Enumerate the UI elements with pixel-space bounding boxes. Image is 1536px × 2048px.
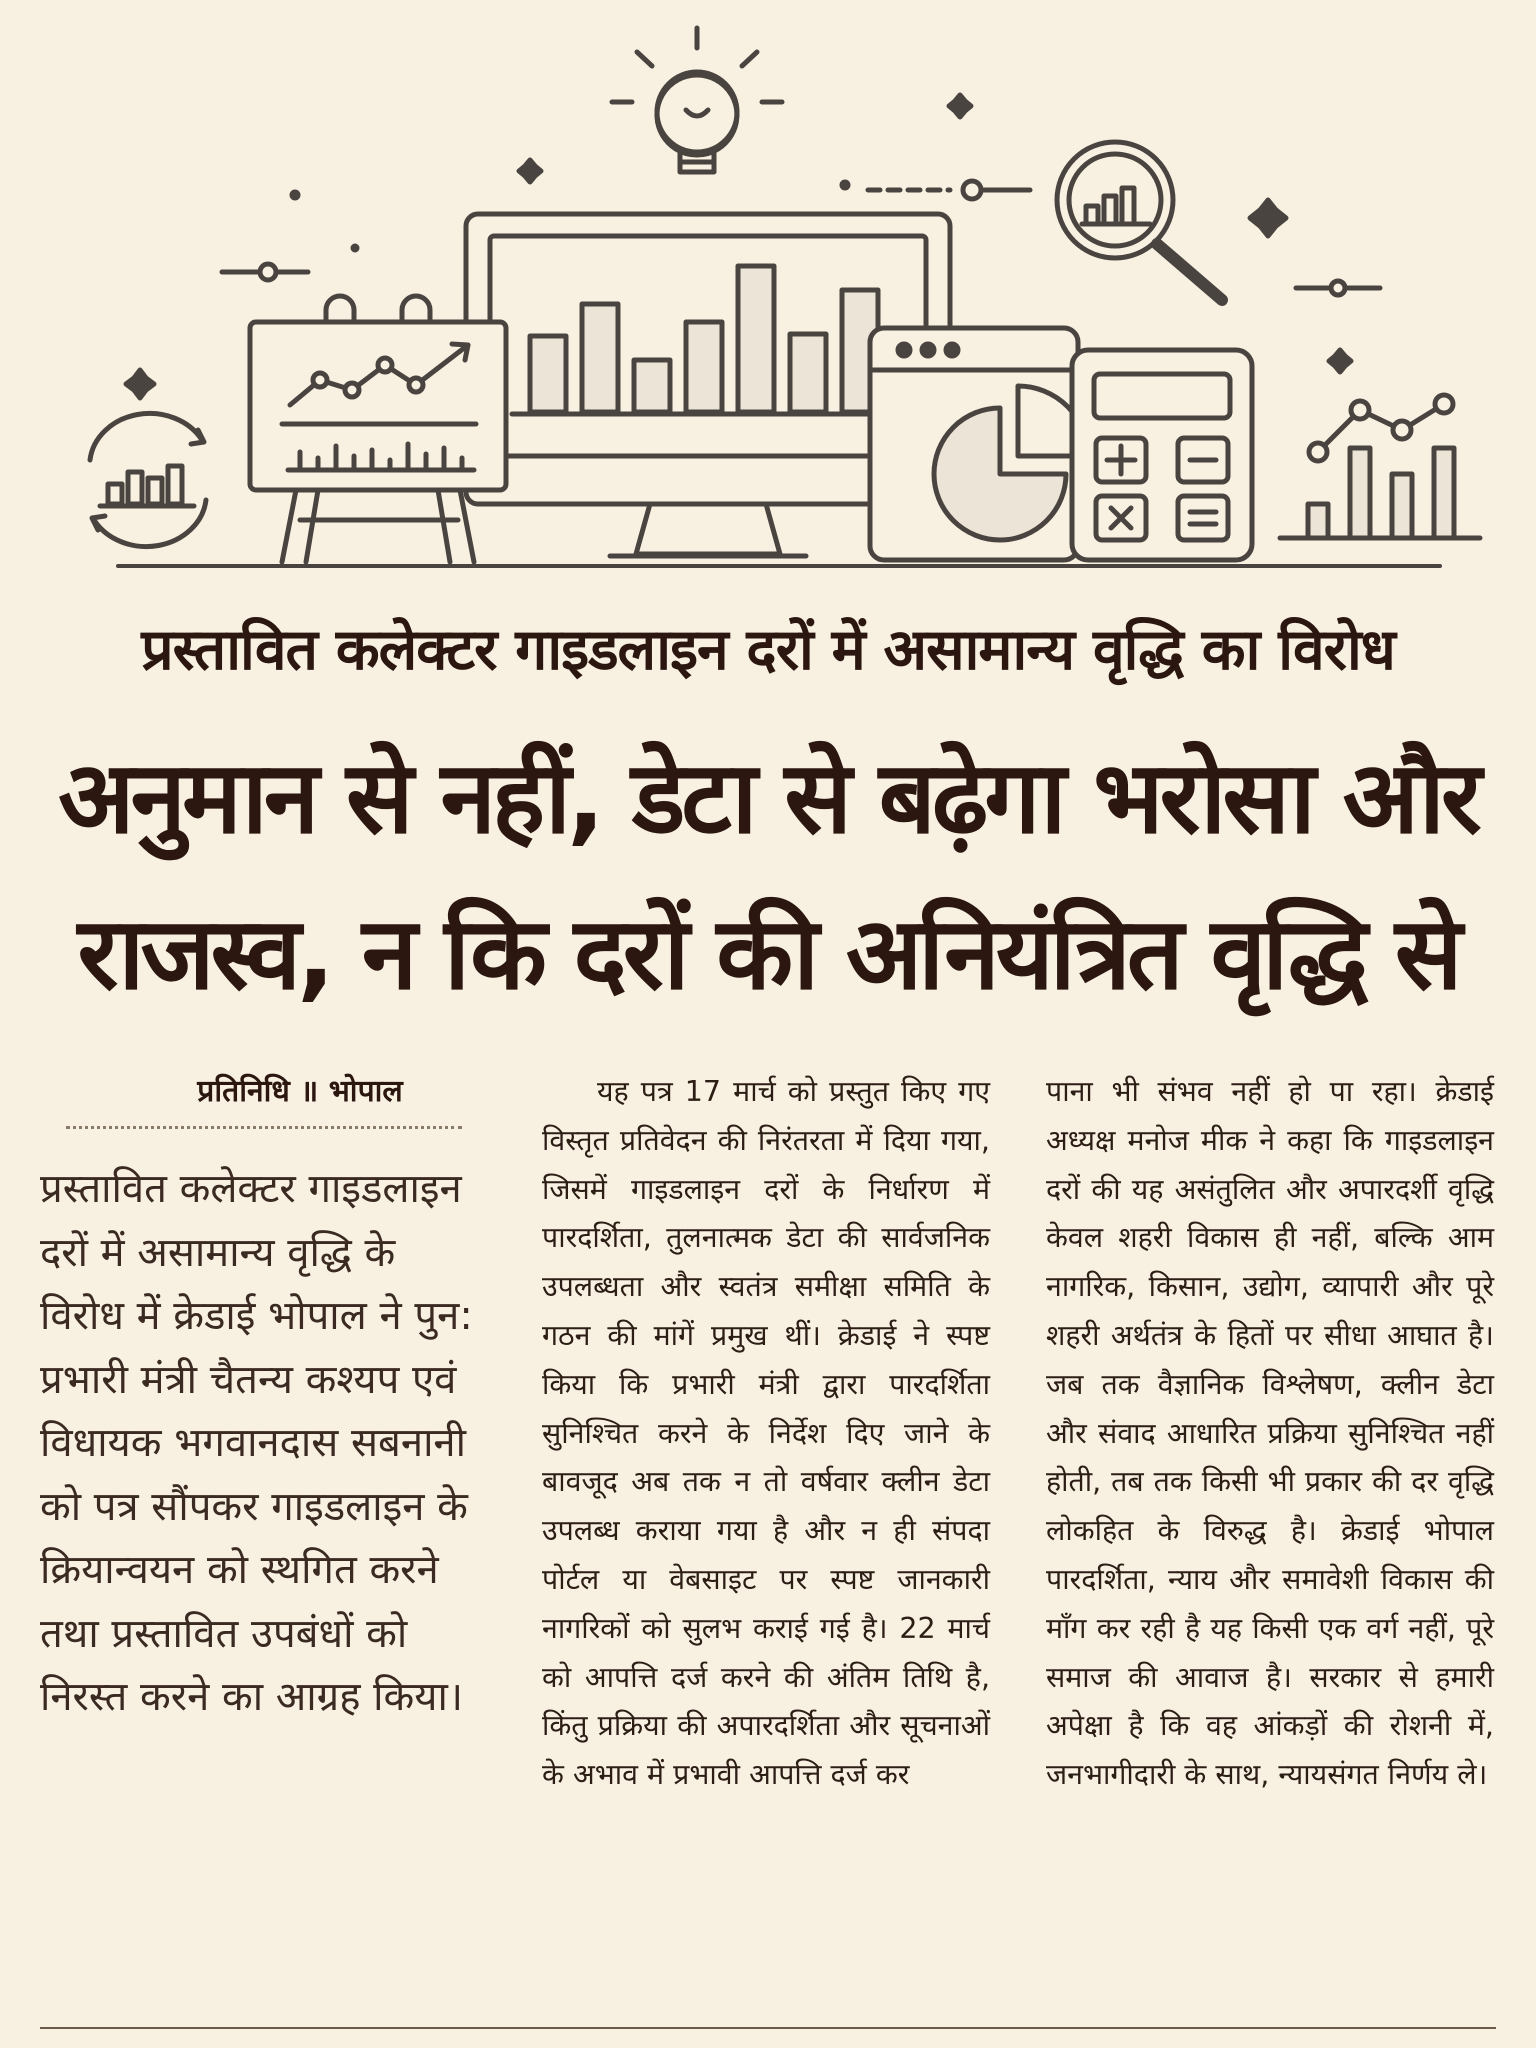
data-analytics-illustration	[0, 0, 1536, 590]
article-kicker: प्रस्तावित कलेक्टर गाइडलाइन दरों में असामान्य वृद्धि का विरोध	[141, 617, 1395, 683]
page-bottom-divider	[40, 2027, 1496, 2029]
browser-pie-chart-icon	[870, 328, 1088, 560]
headline-line-1: अनुमान से नहीं, डेटा से बढ़ेगा भरोसा और	[58, 739, 1478, 856]
byline-divider	[66, 1126, 462, 1129]
headline-line-2: राजस्व, न कि दरों की अनियंत्रित वृद्धि से	[77, 895, 1459, 1012]
easel-line-chart-icon	[250, 296, 506, 562]
byline: प्रतिनिधि ॥ भोपाल	[197, 1074, 403, 1109]
article-summary: प्रस्तावित कलेक्टर गाइडलाइन दरों में असामान्य वृद्धि के विरोध में क्रेडाई भोपाल ने पुन: प्रभारी मंत्री चैतन्य कश्यप एवं विधायक भगवानदास सबनानी को पत्र सौंपकर गाइडलाइन के क्रियान्वयन को स्थगित करने तथा प्रस्तावित उपबंधों को निरस्त करने का आग्रह किया।	[40, 1166, 473, 1720]
article-headline	[20, 720, 1516, 1032]
lightbulb-icon	[612, 28, 782, 172]
calculator-icon	[1072, 350, 1252, 560]
article-column-middle: यह पत्र 17 मार्च को प्रस्तुत किए गए विस्तृत प्रतिवेदन की निरंतरता में दिया गया, जिसमें गाइडलाइन दरों के निर्धारण में पारदर्शिता, तुलनात्मक डेटा की सार्वजनिक उपलब्धता और स्वतंत्र समीक्षा समिति के गठन की मांगें प्रमुख थीं। क्रेडाई ने स्पष्ट किया कि प्रभारी मंत्री द्वारा पारदर्शिता सुनिश्चित करने के निर्देश दिए जाने के बावजूद अब तक न तो वर्षवार क्लीन डेटा उपलब्ध कराया गया है और न ही संपदा पोर्टल या वेबसाइट पर स्पष्ट जानकारी नागरिकों को सुलभ कराई गई है। 22 मार्च को आपत्ति दर्ज करने की अंतिम तिथि है, किंतु प्रक्रिया की अपारदर्शिता और सूचनाओं के अभाव में प्रभावी आपत्ति दर्ज कर	[542, 1075, 990, 1792]
article-column-right: पाना भी संभव नहीं हो पा रहा। क्रेडाई अध्यक्ष मनोज मीक ने कहा कि गाइडलाइन दरों की यह असंतुलित और अपारदर्शी वृद्धि केवल शहरी विकास ही नहीं, बल्कि आम नागरिक, किसान, उद्योग, व्यापारी और पूरे शहरी अर्थतंत्र के हितों पर सीधा आघात है। जब तक वैज्ञानिक विश्लेषण, क्लीन डेटा और संवाद आधारित प्रक्रिया सुनिश्चित नहीं होती, तब तक किसी भी प्रकार की दर वृद्धि लोकहित के विरुद्ध है। क्रेडाई भोपाल पारदर्शिता, न्याय और समावेशी विकास की माँग कर रही है यह किसी एक वर्ग नहीं, पूरे समाज की आवाज है। सरकार से हमारी अपेक्षा है कि वह आंकड़ों की रोशनी में, जनभागीदारी के साथ, न्यायसंगत निर्णय ले।	[1046, 1075, 1494, 1792]
cycle-chart-icon	[90, 413, 206, 546]
magnifier-chart-icon	[1057, 142, 1222, 300]
bar-line-chart-icon	[1280, 395, 1480, 538]
